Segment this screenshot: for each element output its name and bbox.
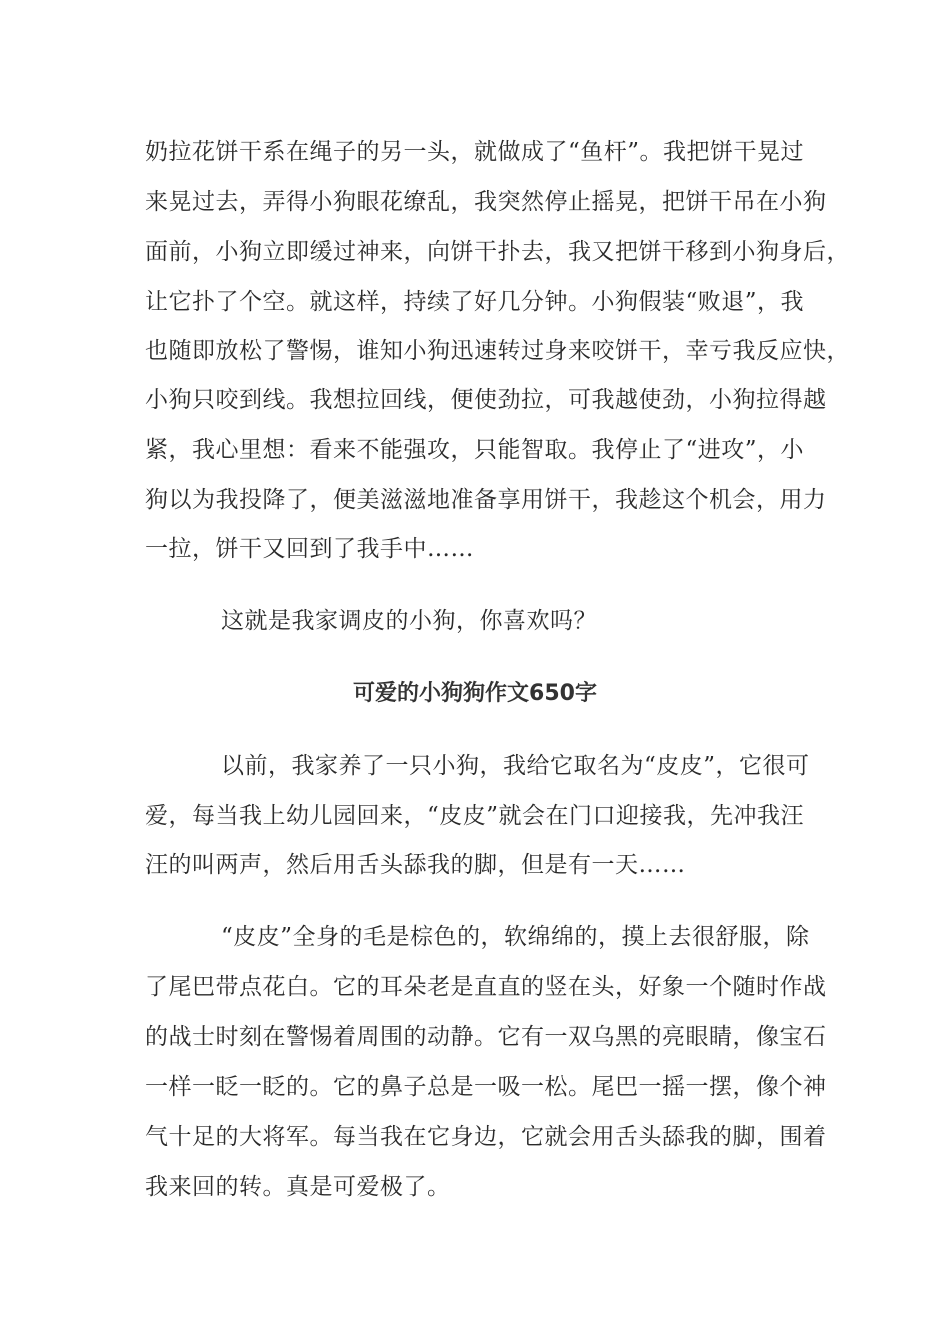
paragraph-line: 面前，小狗立即缓过神来，向饼干扑去，我又把饼干移到小狗身后， (145, 239, 850, 265)
paragraph-line: 也随即放松了警惕，谁知小狗迅速转过身来咬饼干，幸亏我反应快， (145, 338, 850, 364)
paragraph-line: 气十足的大将军。每当我在它身边，它就会用舌头舔我的脚，围着 (145, 1124, 827, 1150)
paragraph-line: 我来回的转。真是可爱极了。 (145, 1174, 451, 1200)
paragraph-line: 这就是我家调皮的小狗，你喜欢吗？ (221, 608, 597, 634)
paragraph-line: 奶拉花饼干系在绳子的另一头，就做成了“鱼杆”。我把饼干晃过 (145, 139, 805, 165)
paragraph-line: “皮皮”全身的毛是棕色的，软绵绵的，摸上去很舒服，除 (221, 924, 810, 950)
paragraph-line: 狗以为我投降了，便美滋滋地准备享用饼干，我趁这个机会，用力 (145, 487, 827, 513)
paragraph-line: 一拉，饼干又回到了我手中…… (145, 536, 474, 562)
paragraph-line: 了尾巴带点花白。它的耳朵老是直直的竖在头，好象一个随时作战 (145, 974, 827, 1000)
paragraph-line: 小狗只咬到线。我想拉回线，便使劲拉，可我越使劲，小狗拉得越 (145, 387, 827, 413)
paragraph-line: 紧，我心里想：看来不能强攻，只能智取。我停止了“进攻”，小 (145, 437, 805, 463)
paragraph-line: 汪的叫两声，然后用舌头舔我的脚，但是有一天…… (145, 852, 686, 878)
paragraph-line: 的战士时刻在警惕着周围的动静。它有一双乌黑的亮眼睛，像宝石 (145, 1024, 827, 1050)
paragraph-line: 一样一眨一眨的。它的鼻子总是一吸一松。尾巴一摇一摆，像个神 (145, 1074, 827, 1100)
paragraph-line: 爱，每当我上幼儿园回来，“皮皮”就会在门口迎接我，先冲我汪 (145, 803, 805, 829)
paragraph-line: 让它扑了个空。就这样，持续了好几分钟。小狗假装“败退”，我 (145, 289, 805, 315)
essay-title: 可爱的小狗狗作文650字 (353, 681, 597, 706)
paragraph-line: 来晃过去，弄得小狗眼花缭乱，我突然停止摇晃，把饼干吊在小狗 (145, 189, 827, 215)
paragraph-line: 以前，我家养了一只小狗，我给它取名为“皮皮”，它很可 (221, 753, 810, 779)
